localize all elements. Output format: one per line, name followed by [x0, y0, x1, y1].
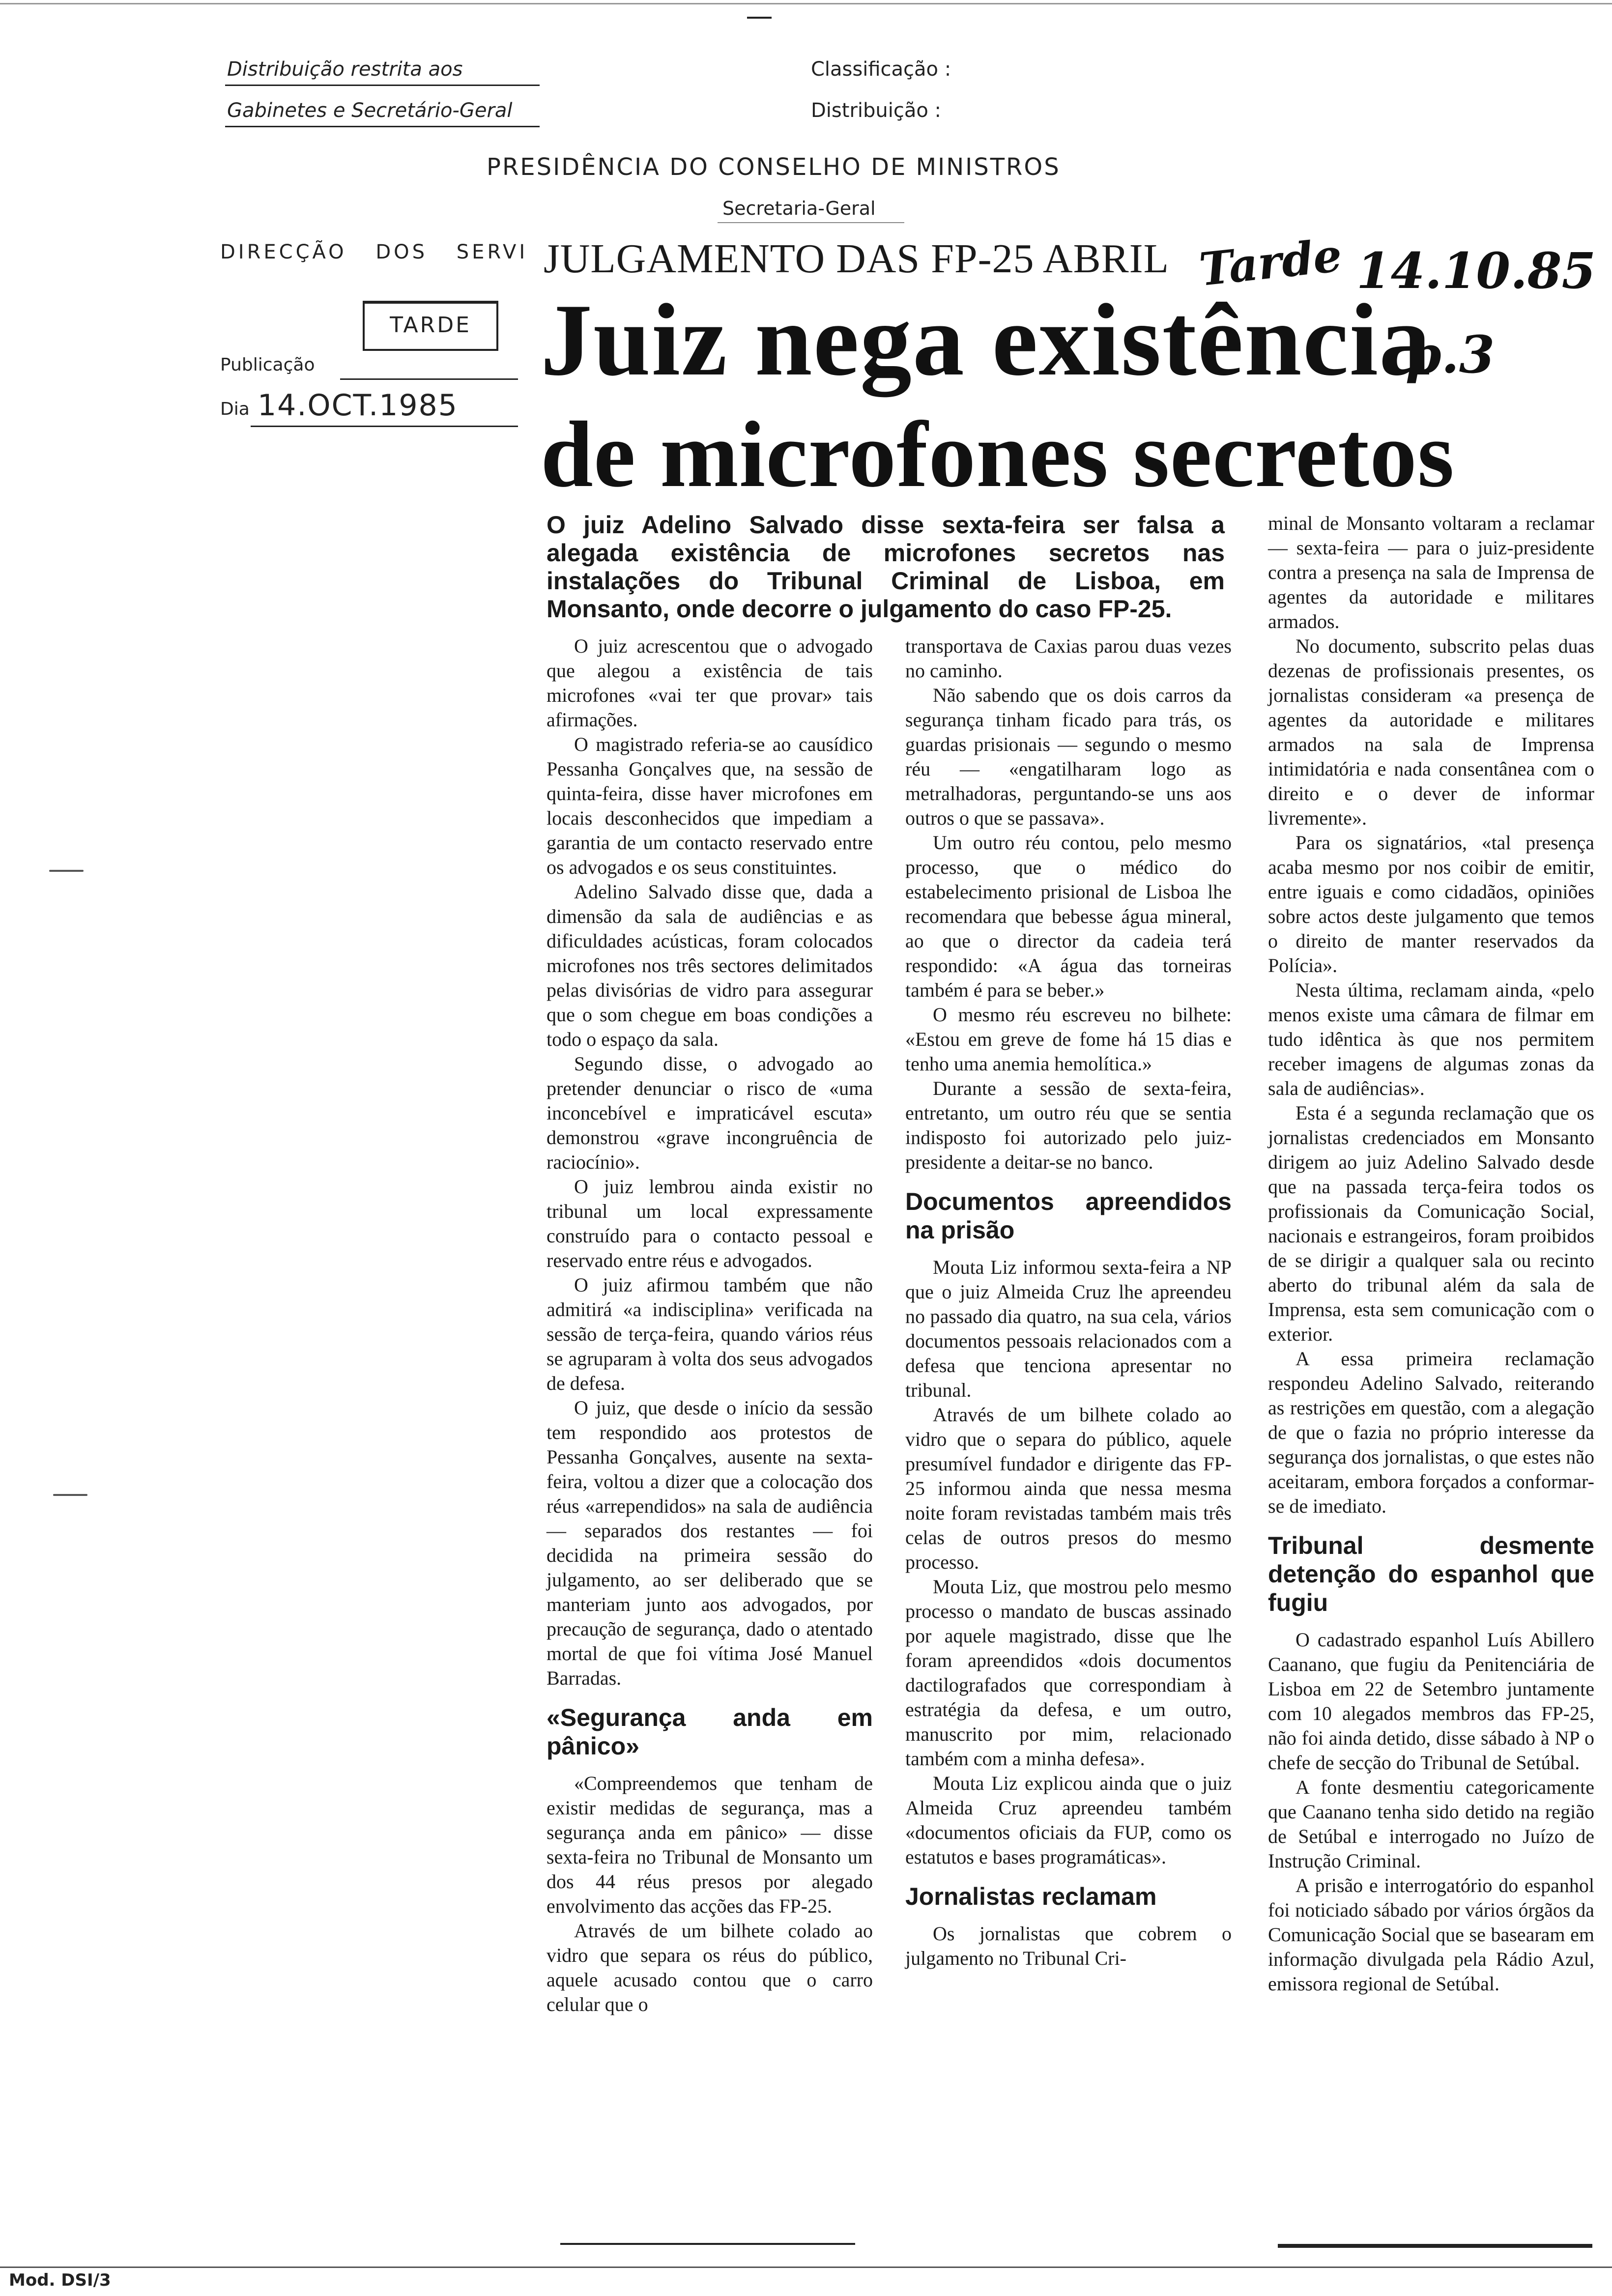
paragraph: A fonte desmentiu categoricamente que Caanano tenha sido detido na região de Setúbal e interrogado no Juízo de Instrução Criminal. — [1268, 1776, 1594, 1872]
article-lead: O juiz Adelino Salvado disse sexta-feira ser falsa a alegada existência de microfones secretos nas instalações do Tribunal Criminal de Lisboa, em Monsanto, onde decorre o julgamento do caso FP-25. — [547, 511, 1225, 623]
paragraph: minal de Monsanto voltaram a reclamar — sexta-feira — para o juiz-presidente contra a presença na sala de Imprensa de agentes da autoridade e militares armados. — [1268, 512, 1594, 632]
publication-label: Publicação — [220, 355, 315, 375]
paragraph: O cadastrado espanhol Luís Abillero Caanano, que fugiu da Penitenciária de Lisboa em 22 de Setembro juntamente com 10 alegados membros das FP-25, não foi ainda detido, disse sábado à NP o chefe de secção do Tribunal de Setúbal. — [1268, 1629, 1594, 1774]
distribution-underline-2 — [225, 126, 540, 127]
paragraph: Através de um bilhete colado ao vidro que separa os réus do público, aquele acusado contou que o carro celular que o — [547, 1920, 873, 2015]
top-edge-line — [0, 3, 1612, 4]
paragraph: Adelino Salvado disse que, dada a dimensão da sala de audiências e as dificuldades acústicas, foram colocados microfones nos três sectores delimitados pelas divisórias de vidro para assegurar que o som chegue em boas condições a todo o espaço da sala. — [547, 881, 873, 1050]
paragraph: O mesmo réu escreveu no bilhete: «Estou em greve de fome há 15 dias e tenho uma anemia hemolítica.» — [905, 1004, 1232, 1075]
distribution-cabinets: Gabinetes e Secretário-Geral — [227, 99, 513, 122]
margin-mark — [49, 870, 84, 872]
article-kicker: JULGAMENTO DAS FP-25 ABRIL — [544, 236, 1169, 282]
newspaper-stamp — [363, 301, 498, 351]
headline-line-1: Juiz nega existência — [541, 283, 1432, 397]
subhead-journalists-complain: Jornalistas reclamam — [905, 1883, 1157, 1910]
handwritten-date: 14.10.85 — [1356, 242, 1596, 300]
bottom-edge-line — [0, 2267, 1612, 2268]
paragraph: Os jornalistas que cobrem o julgamento no Tribunal Cri- — [905, 1923, 1232, 1969]
stamp-label: TARDE — [390, 313, 471, 338]
top-mark — [747, 17, 772, 19]
handwritten-page: p.3 — [1406, 324, 1495, 385]
paragraph: Nesta última, reclamam ainda, «pelo menos existe uma câmara de filmar em tudo idêntica às que nos permitem receber imagens de algumas zonas da sala de audiências». — [1268, 979, 1594, 1099]
classification-label: Classificação : — [811, 58, 951, 81]
paragraph: O juiz, que desde o início da sessão tem respondido aos protestos de Pessanha Gonçalves, ausente na sexta-feira, voltou a dizer que a colocação dos réus «arrependidos» na sala de audiência — separados dos restantes — foi decidida na primeira sessão do julgamento, ao ser deliberado que se manteriam junto aos advogados, por precaução de segurança, dado o atentado mortal de que foi vítima José Manuel Barradas. — [547, 1397, 873, 1689]
paragraph: A essa primeira reclamação respondeu Adelino Salvado, reiterando as restrições em questão, com a alegação de que o fazia no próprio interesse da segurança dos jornalistas, o que estes não aceitaram, embora forçados a conformar-se de imediato. — [1268, 1348, 1594, 1517]
article-column-1 — [547, 634, 873, 2017]
paragraph: Para os signatários, «tal presença acaba mesmo por nos coibir de emitir, entre iguais e como cidadãos, opiniões sobre actos deste julgamento que temos o direito de manter reservados da Polícia». — [1268, 832, 1594, 976]
paragraph: Não sabendo que os dois carros da segurança tinham ficado para trás, os guardas prisionais — segundo o mesmo réu — «engatilharam logo as metralhadoras, perguntando-se uns aos outros o que se passava». — [905, 684, 1232, 829]
article-column-3 — [1268, 511, 1594, 1996]
paragraph: Esta é a segunda reclamação que os jornalistas credenciados em Monsanto dirigem ao juiz Adelino Salvado desde que na passada terça-feira todos os profissionais da Comunicação Social, nacionais e estrangeiros, foram proibidos de se dirigir a qualquer sala ou recinto aberto do tribunal além da sala de Imprensa, esta sem comunicação com o exterior. — [1268, 1102, 1594, 1345]
secretariat-underline — [718, 222, 904, 223]
date-underline — [251, 426, 518, 427]
paragraph: transportava de Caxias parou duas vezes no caminho. — [905, 635, 1232, 682]
date-stamp: 14.OCT.1985 — [258, 388, 458, 423]
paragraph: Através de um bilhete colado ao vidro que o separa do público, aquele presumível fundador e dirigente das FP-25 informou ainda que nessa mesma noite foram revistadas também mais três celas de outros presos do mesmo processo. — [905, 1404, 1232, 1573]
article-column-2 — [905, 634, 1232, 1971]
handwritten-publication: Tarde — [1197, 229, 1345, 296]
paragraph: Mouta Liz explicou ainda que o juiz Almeida Cruz apreendeu também «documentos oficiais da FUP, como os estatutos e bases programáticas». — [905, 1772, 1232, 1868]
secretariat-label: Secretaria-Geral — [722, 198, 876, 219]
paragraph: A prisão e interrogatório do espanhol foi noticiado sábado por vários órgãos da Comunicação Social que se basearam em informação divulgada pela Rádio Azul, emissora regional de Setúbal. — [1268, 1874, 1594, 1995]
subhead-security-panic: «Segurança anda em pânico» — [547, 1704, 873, 1760]
date-label: Dia — [220, 399, 250, 419]
paragraph: Mouta Liz, que mostrou pelo mesmo processo o mandato de buscas assinado por aquele magistrado, disse que lhe foram apreendidos «dois documentos dactilografados que correspondiam à estratégia da defesa, e um outro, manuscrito por mim, relacionado também com a minha defesa». — [905, 1576, 1232, 1770]
subhead-tribunal-denies: Tribunal desmente detenção do espanhol que fugiu — [1268, 1532, 1594, 1616]
publication-underline — [340, 378, 518, 380]
paragraph: Um outro réu contou, pelo mesmo processo, que o médico do estabelecimento prisional de Lisboa lhe recomendara que bebesse água mineral, ao que o director da cadeia terá respondido: «A água das torneiras também é para se beber.» — [905, 832, 1232, 1001]
paragraph: O juiz lembrou ainda existir no tribunal um local expressamente construído para o contacto pessoal e reservado entre réus e advogados. — [547, 1176, 873, 1271]
distribution-restricted: Distribuição restrita aos — [227, 58, 463, 81]
subhead-documents-seized: Documentos apreendidos na prisão — [905, 1188, 1232, 1244]
paragraph: No documento, subscrito pelas duas dezenas de profissionais presentes, os jornalistas consideram «a presença de agentes da autoridade e militares armados na sala de Imprensa intimidatória e nada consentânea com o direito e o dever de informar livremente». — [1268, 635, 1594, 829]
distribution-label: Distribuição : — [811, 99, 942, 122]
bottom-rule-left — [560, 2243, 855, 2245]
paragraph: Segundo disse, o advogado ao pretender denunciar o risco de «uma inconcebível e impraticável escuta» demonstrou «grave incongruência de raciocínio». — [547, 1053, 873, 1173]
presidency-title: PRESIDÊNCIA DO CONSELHO DE MINISTROS — [487, 153, 1061, 181]
directorate-label: DIRECÇÃO DOS SERVI — [220, 241, 528, 263]
margin-mark — [53, 1494, 87, 1496]
paragraph: Durante a sessão de sexta-feira, entretanto, um outro réu que se sentia indisposto foi autorizado pelo juiz-presidente a deitar-se no banco. — [905, 1077, 1232, 1173]
paragraph: «Compreendemos que tenham de existir medidas de segurança, mas a segurança anda em pânico» — disse sexta-feira no Tribunal de Monsanto um dos 44 réus presos por alegado envolvimento das acções das FP-25. — [547, 1772, 873, 1917]
distribution-underline-1 — [225, 85, 540, 86]
paragraph: O juiz acrescentou que o advogado que alegou a existência de tais microfones «vai ter que provar» tais afirmações. — [547, 635, 873, 731]
form-model-number: Mod. DSI/3 — [9, 2270, 111, 2290]
bottom-rule-right — [1278, 2244, 1592, 2248]
paragraph: O juiz afirmou também que não admitirá «a indisciplina» verificada na sessão de terça-feira, quando vários réus se agruparam à volta dos seus advogados de defesa. — [547, 1274, 873, 1394]
headline-line-2: de microfones secretos — [541, 402, 1455, 507]
paragraph: Mouta Liz informou sexta-feira a NP que o juiz Almeida Cruz lhe apreendeu no passado dia quatro, na sua cela, vários documentos pessoais relacionados com a defesa que tenciona apresentar no tribunal. — [905, 1256, 1232, 1401]
paragraph: O magistrado referia-se ao causídico Pessanha Gonçalves que, na sessão de quinta-feira, disse haver microfones em locais desconhecidos que impediam a garantia de um contacto reservado entre os advogados e os seus constituintes. — [547, 733, 873, 878]
